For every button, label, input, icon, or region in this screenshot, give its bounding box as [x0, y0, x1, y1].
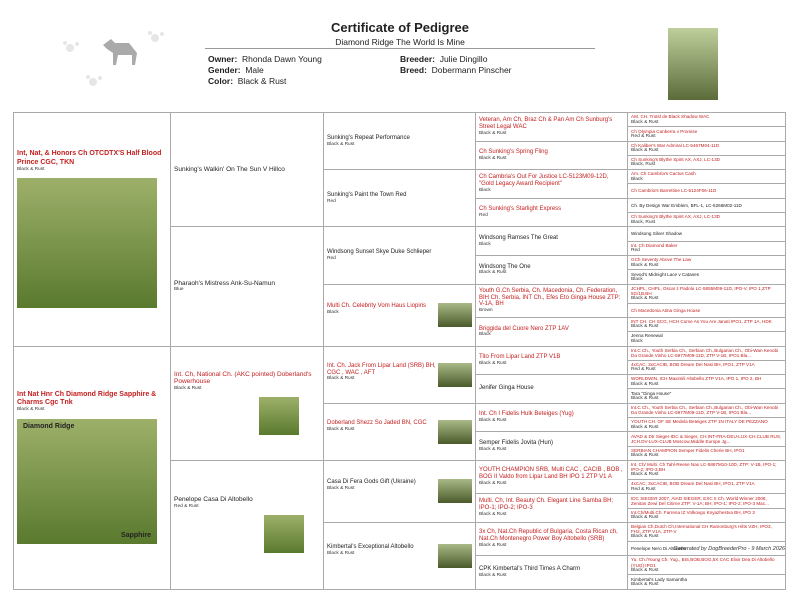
color-value: Black & Rust: [237, 76, 287, 86]
ancestor-color: Black & Rust: [17, 407, 45, 413]
ancestor-name: Ch Sunking's Blythe Spirit AX, AXJ, LC-13D: [631, 214, 720, 220]
ancestor-name: INT CH. CH SCG, HCH Come As You Are Janati IPO1, ZTP 1A, HDK: [631, 319, 772, 325]
certificate-title: Certificate of Pedigree: [331, 20, 469, 35]
ancestor-name: Int. Ch. Jack From Lipar Land (SRB) BH, CGC , WAC , AFT: [327, 362, 436, 376]
ancestor-color: Black: [631, 276, 643, 282]
pedigree-cell-gen5: [628, 198, 786, 212]
ancestor-color: Black & Rust: [479, 130, 507, 136]
ancestor-name: Int.Ch/Multi.Ch. Farrena IZ Volkovgo Knyazhestva BH, IPO 3: [631, 509, 755, 515]
ancestor-thumbnail: [438, 479, 472, 503]
pedigree-cell-gen5: [628, 446, 786, 460]
ancestor-name: Int. Ch, National Ch. (AKC pointed) Doberland's Powerhouse: [174, 370, 312, 386]
ancestor-color: Black & Rust: [631, 395, 659, 401]
pedigree-cell-gen5: [628, 332, 786, 346]
ancestor-color: Black & Rust: [631, 515, 659, 521]
pedigree-cell-gen4: [476, 522, 628, 555]
header-divider: [205, 48, 595, 49]
pedigree-cell-gen3: [324, 113, 476, 170]
breed-label: Breed:: [400, 65, 427, 75]
pedigree-cell-gen5: [628, 432, 786, 446]
owner-label: Owner:: [208, 54, 238, 64]
ancestor-name: 4xCAC, 3xCACIB, BOB Dream Del Nasi BH, IPO1, ZTP V1A: [631, 481, 755, 487]
ancestor-name: Int, Nat, & Honors Ch OTCDTX'S Half Blood Prince CGC, TKN: [17, 150, 162, 166]
ancestor-color: Black & Rust: [631, 453, 659, 459]
ancestor-color: Black: [327, 309, 339, 315]
breeder-label: Breeder:: [400, 54, 435, 64]
pedigree-cell-gen1: [14, 113, 171, 347]
ancestor-name: AM. CH. Trotsl de Black Shadow WAC: [631, 114, 710, 120]
ancestor-name: Multi Ch. Celebrity Vom Haus Liopiris: [327, 303, 427, 310]
ancestor-photo: [17, 178, 157, 308]
ancestor-name: IDC SIEGER 2007, AIAD SIEGER, EXC II Ch. World Winner 2008, Zenitan Zewi Del Citirne ZTP: V-1A; BH; IPO-1; IPO-2; IPO-3 Mac...: [631, 495, 769, 506]
pedigree-cell-gen5: [628, 170, 786, 184]
ancestor-name: Veteran, Am Ch, Braz Ch & Pan Am Ch Sunburg's Street Legal WAC: [479, 117, 613, 131]
ancestor-color: Black & Rust: [327, 376, 355, 382]
photo-caption: Diamond Ridge: [23, 422, 75, 430]
ancestor-color: Black & Rust: [631, 119, 659, 125]
ancestor-name: Ch Sunking's Blythe Spirit AX, AXJ, LC-13D: [631, 157, 720, 163]
gender-row: [208, 65, 264, 75]
ancestor-color: Black, Rust: [631, 162, 656, 168]
owner-row: [208, 54, 322, 64]
pedigree-cell-gen5: [628, 346, 786, 360]
ancestor-name: Ch Sunking's Starlight Express: [479, 206, 562, 213]
ancestor-name: Ch Macedonia Atina Ginga House: [631, 307, 701, 313]
ancestor-thumbnail: [438, 363, 472, 387]
ancestor-name: Ch Kaliber's War Admiral LC-5467M04-11D: [631, 142, 720, 148]
pedigree-cell-gen4: [476, 113, 628, 142]
ancestor-color: Black & Rust: [479, 270, 507, 276]
ancestor-name: Sunking's Repeat Performance: [327, 134, 410, 141]
pedigree-cell-gen5: [628, 575, 786, 589]
pedigree-cell-gen4: [476, 198, 628, 227]
pedigree-cell-gen4: [476, 375, 628, 404]
pedigree-cell-gen5: [628, 508, 786, 522]
ancestor-color: Black & Rust: [174, 385, 202, 391]
pedigree-cell-gen5: [628, 227, 786, 241]
ancestor-name: Tara "Ginga House": [631, 390, 672, 396]
ancestor-color: Red: [327, 198, 336, 204]
ancestor-name: YOUTH CHAMPION SRB, Multi CAC , CACIB , BOB , BOG II Valdo from Lipar Land BH IPO 1 ZTP V1 A: [479, 467, 623, 481]
pedigree-cell-gen5: [628, 418, 786, 432]
ancestor-color: Red & Rust: [631, 367, 656, 373]
pedigree-cell-gen4: [476, 460, 628, 493]
ancestor-color: Black & Rust: [631, 424, 659, 430]
ancestor-name: Int Nat Hnr Ch Diamond Ridge Sapphire & Charms Cgc Tnk: [17, 391, 157, 407]
ancestor-name: Int.C Ch., Youth Serbia Ch., Serbian Ch.,Bulgarian Ch., Obi-Wan Kenobi Da Grande Vinho LC-5977M09-11D, ZTP V-1B, IPO1 Bla...: [631, 347, 779, 359]
pedigree-cell-gen4: [476, 556, 628, 589]
breed-value: Dobermann Pinscher: [431, 65, 512, 75]
ancestor-name: Yu. Ch./Young Ch. Yug., BIS,BOB,BOG,5X CAC Elixir Dea Di Altobello (YUG) IPO1: [631, 557, 775, 568]
ancestor-color: Red: [479, 213, 488, 219]
dog-photo: [668, 28, 718, 100]
ancestor-name: Windsong Ramses The Great: [479, 234, 558, 241]
pedigree-cell-gen5: [628, 317, 786, 331]
ancestor-name: Jenifer Ginga House: [479, 385, 534, 392]
pedigree-cell-gen5: [628, 255, 786, 269]
ancestor-name: Windsong The One: [479, 263, 531, 270]
pedigree-cell-gen4: [476, 432, 628, 461]
pedigree-cell-gen3: [324, 460, 476, 522]
ancestor-name: GCh Seventy Above The Law: [631, 257, 692, 263]
pedigree-cell-gen4: [476, 255, 628, 284]
ancestor-name: CPK Kimbertal's Third Times A Charm: [479, 566, 581, 573]
ancestor-name: Youth G.Ch Serbia, Ch. Macedonia, Ch. Federation, BIH Ch. Serbia, INT Ch., Efes Eto Ginga House ZTP: V-1A, BH: [479, 287, 621, 308]
ancestor-name: Briggida del Cuore Nero ZTP 1AV: [479, 325, 569, 332]
breeder-value: Julie Dingillo: [439, 54, 488, 64]
pedigree-cell-gen5: [628, 127, 786, 141]
pedigree-cell-gen3: [324, 346, 476, 403]
pedigree-cell-gen1: [14, 346, 171, 589]
ancestor-name: Jenna Renewal: [631, 333, 663, 339]
pedigree-cell-gen5: [628, 284, 786, 303]
ancestor-color: Red: [631, 248, 640, 254]
ancestor-name: Int.C Ch., Youth Serbia Ch., Serbian Ch.,Bulgarian Ch., Obi-Wan Kenobi Da Grande Vinho LC-5977M09-11D, ZTP V-1B, IPO1 Bla...: [631, 405, 779, 416]
pedigree-cell-gen5: [628, 375, 786, 389]
breed-row: [400, 65, 512, 75]
ancestor-name: Ch. By Design War Emblem, BFL-1, LC-5266M02-11D: [631, 202, 742, 208]
pedigree-cell-gen4: [476, 346, 628, 375]
ancestor-color: Black & Rust: [631, 534, 659, 540]
ancestor-color: Black & Rust: [479, 418, 507, 424]
ancestor-name: Sevod's Midnight Lace v Catanes: [631, 271, 700, 277]
ancestor-color: Black: [631, 338, 643, 344]
color-row: [208, 76, 286, 86]
ancestor-color: Black & Rust: [631, 324, 659, 330]
ancestor-color: Black & Rust: [479, 543, 507, 549]
pedigree-cell-gen4: [476, 141, 628, 170]
ancestor-color: Black: [479, 188, 491, 194]
pedigree-cell-gen5: [628, 184, 786, 198]
ancestor-color: Black & Rust: [631, 472, 659, 478]
ancestor-color: Red & Rust: [631, 133, 656, 139]
ancestor-name: Int. Ch Diamond Baker: [631, 242, 678, 248]
pedigree-cell-gen5: [628, 213, 786, 227]
pedigree-table: [13, 112, 786, 590]
ancestor-name: Doberland Shezz So Jaded BN, CGC: [327, 419, 427, 426]
ancestor-name: AVAD & Dtr Sieger-IDC & Sieger, CH.INT-FRA-DEU-LUX-CH.CLUB RUS, JCH.DV-LUX-CLUB Moscow,Middle Europe Jg...: [631, 433, 782, 444]
ancestor-color: Black & Rust: [631, 581, 659, 587]
pedigree-cell-gen5: [628, 155, 786, 169]
breeder-logo: [55, 20, 175, 95]
pedigree-cell-gen3: [324, 227, 476, 284]
ancestor-color: Red & Rust: [631, 486, 656, 492]
ancestor-photo: [259, 397, 299, 435]
pedigree-cell-gen2: [171, 346, 324, 460]
ancestor-color: Black & Rust: [631, 296, 659, 302]
pedigree-cell-gen2: [171, 227, 324, 346]
ancestor-photo: [17, 419, 157, 544]
ancestor-name: Sunking's Paint the Town Red: [327, 192, 407, 199]
ancestor-color: Blue: [174, 287, 184, 293]
ancestor-color: Black & Rust: [479, 512, 507, 518]
ancestor-name: Ch Cambria's Barrettine LC-5124F06-11D: [631, 188, 717, 194]
photo-caption: Sapphire: [121, 531, 151, 539]
ancestor-color: Black & Rust: [631, 262, 659, 268]
pedigree-cell-gen4: [476, 494, 628, 523]
pedigree-cell-gen5: [628, 494, 786, 508]
ancestor-thumbnail: [438, 420, 472, 444]
ancestor-color: Black & Rust: [631, 148, 659, 154]
ancestor-name: Belgian Ch,Dutch Ch,International CH Ramonburg's Hilts VZH, IPO3, FH2, ZTP V1A, ZTP-V: [631, 523, 772, 535]
pedigree-cell-gen5: [628, 303, 786, 317]
ancestor-name: Int. Ch I Fidelis Hulk Beteiges (Yug): [479, 411, 574, 418]
ancestor-color: Black & Rust: [479, 361, 507, 367]
pedigree-cell-gen2: [171, 460, 324, 589]
pedigree-cell-gen4: [476, 284, 628, 317]
color-label: Color:: [208, 76, 234, 86]
ancestor-thumbnail: [438, 544, 472, 568]
ancestor-color: Brown: [479, 308, 493, 314]
ancestor-thumbnail: [438, 303, 472, 327]
ancestor-name: Multi. Ch, Int. Beauty Ch. Elegant Line Samba BH; IPO-1; IPO-2; IPO-3: [479, 498, 614, 512]
ancestor-color: Black & Rust: [479, 481, 507, 487]
ancestor-name: Ch Cambria's Out For Justice LC-5123M09-12D, "Gold Legacy Award Recipient": [479, 174, 609, 188]
ancestor-color: Black: [479, 241, 491, 247]
pedigree-cell-gen3: [324, 170, 476, 227]
ancestor-color: Red & Rust: [174, 503, 199, 509]
pedigree-cell-gen5: [628, 522, 786, 541]
pedigree-cell-gen5: [628, 241, 786, 255]
pedigree-cell-gen4: [476, 227, 628, 256]
ancestor-name: Pharaoh's Mistress Ank-Su-Namun: [174, 279, 275, 287]
gender-label: Gender:: [208, 65, 241, 75]
pedigree-cell-gen3: [324, 284, 476, 346]
ancestor-name: Casa Di Fera Gods Gift (Ukraine): [327, 479, 416, 486]
pedigree-cell-gen5: [628, 389, 786, 403]
ancestor-color: Black & Rust: [631, 381, 659, 387]
ancestor-name: Windsong Silver Shadow: [631, 231, 683, 237]
ancestor-name: Kimbertal's Exceptional Altobello: [327, 543, 414, 550]
pedigree-cell-gen5: [628, 360, 786, 374]
pedigree-cell-gen5: [628, 460, 786, 479]
ancestor-color: Black, Rust: [631, 219, 656, 225]
ancestor-name: Penelope Casa Di Altobello: [174, 496, 253, 504]
ancestor-color: Black & Rust: [17, 166, 45, 172]
ancestor-name: YOUTH CH. OF SE Medela Beteiges ZTP 1N ITALY DE PEZZANO: [631, 419, 768, 425]
pedigree-cell-gen2: [171, 113, 324, 227]
ancestor-color: Black & Rust: [631, 567, 659, 573]
ancestor-color: Black & Rust: [479, 446, 507, 452]
dog-name: Diamond Ridge The World Is Mine: [335, 37, 465, 47]
ancestor-name: Ch Sunking's Spring Fling: [479, 149, 548, 156]
ancestor-color: Black: [631, 176, 643, 182]
ancestor-name: WORLDWIN, ICH Maximili Altobello ZTP V1A, IPO 1, IPO 2, BH: [631, 376, 762, 382]
pedigree-cell-gen3: [324, 403, 476, 460]
ancestor-name: Tito From Lipar Land ZTP V1B: [479, 354, 561, 361]
ancestor-name: SERBIAN CHAMPION Semper Fidelis Cherie BH, IPO1: [631, 447, 745, 453]
owner-value: Rhonda Dawn Young: [242, 54, 322, 64]
breeder-row: [400, 54, 487, 64]
ancestor-color: Black & Rust: [327, 486, 355, 492]
pedigree-cell-gen5: [628, 270, 786, 284]
ancestor-name: Ch Olympia Canberra v Promise: [631, 128, 698, 134]
ancestor-name: Penelope Nero Di Altobello: [631, 545, 686, 551]
ancestor-name: 4xCAC, 3xCACIB, BOB Dream Del Nasi BH, IPO1, ZTP V1A: [631, 362, 755, 368]
pedigree-cell-gen5: [628, 141, 786, 155]
ancestor-color: Red: [327, 256, 336, 262]
pedigree-cell-gen5: [628, 403, 786, 417]
pedigree-cell-gen4: [476, 317, 628, 346]
ancestor-name: Am. Ch Cambria's Cactus Cash: [631, 171, 696, 177]
pedigree-cell-gen4: [476, 403, 628, 432]
ancestor-name: 3x Ch, Nat.Ch Republic of Bulgaria, Costa Rican ch, Nat.Ch Montenegro Power Boy Altobello (SRB): [479, 529, 618, 543]
pedigree-cell-gen3: [324, 522, 476, 589]
pedigree-cell-gen5: [628, 556, 786, 575]
ancestor-photo: [264, 515, 304, 553]
pedigree-cell-gen4: [476, 170, 628, 199]
certificate-header: [0, 0, 799, 110]
ancestor-name: Kimbertal's Lady Samantha: [631, 576, 688, 582]
ancestor-color: Black & Rust: [479, 573, 507, 579]
ancestor-color: Black & Rust: [327, 426, 355, 432]
ancestor-color: Black & Rust: [327, 550, 355, 556]
footer-credit: Generated by DogBreederPro - 9 March 2026: [673, 546, 785, 552]
ancestor-name: JCHPL, CHPL, Oscar z Padolu LC-5855M09-11D, IPO-V, IPO 1,ZTP 5G/1B,BH: [631, 285, 771, 296]
ancestor-name: Windsong Sunset Skye Duke Schlieper: [327, 249, 432, 256]
ancestor-name: Semper Fidelis Jovita (Hun): [479, 439, 554, 446]
ancestor-color: Black & Rust: [479, 156, 507, 162]
ancestor-color: Black: [479, 332, 491, 338]
pedigree-cell-gen5: [628, 479, 786, 493]
ancestor-color: Black & Rust: [327, 141, 355, 147]
ancestor-name: Int. Ch/ Multi. Ch Tahl-Reese Nax LC-5867M10-10D, ZTP: V-1B, IPO-1; IPO-2; IPO-3,BH: [631, 461, 777, 473]
ancestor-name: Sunking's Walkin' On The Sun V Hillco: [174, 165, 285, 173]
pedigree-cell-gen5: [628, 113, 786, 127]
gender-value: Male: [245, 65, 264, 75]
